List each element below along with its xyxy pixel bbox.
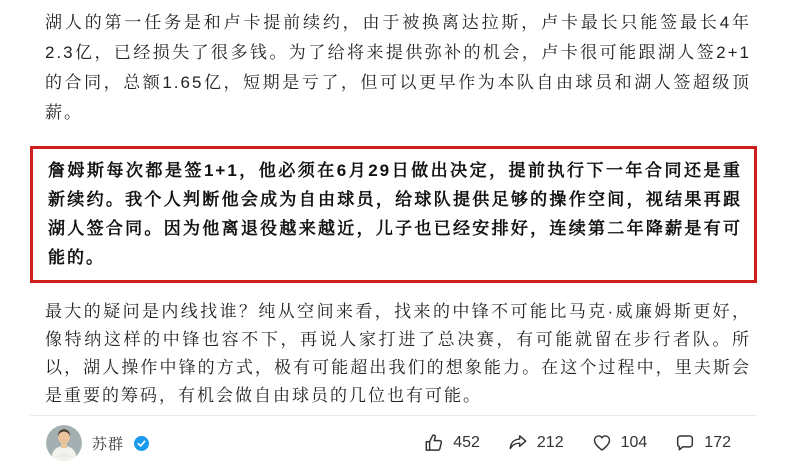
paragraph-3: 最大的疑问是内线找谁？纯从空间来看，找来的中锋不可能比马克·威廉姆斯更好，像特纳这样的中锋也容不下，再说人家打进了总决赛，有可能就留在步行者队。所以，湖人操作中锋的方式，极有可能超出我们的想象能力。在这个过程中，里夫斯会是重要的筹码，有机会做自由球员的几位也有可能。 xyxy=(45,302,751,405)
comment-bubble-icon xyxy=(674,432,696,454)
favorite-count: 104 xyxy=(620,434,648,451)
like-count: 452 xyxy=(453,434,480,451)
divider-line xyxy=(30,415,757,416)
favorite-button[interactable] xyxy=(591,432,648,454)
author-name[interactable]: 苏群 xyxy=(92,435,125,453)
comment-count: 172 xyxy=(704,434,731,451)
share-button[interactable] xyxy=(507,432,564,454)
thumbs-up-icon xyxy=(423,432,445,454)
paragraph-1: 湖人的第一任务是和卢卡提前续约，由于被换离达拉斯，卢卡最长只能签最长4年2.3亿，已经损失了很多钱。为了给将来提供弥补的机会，卢卡很可能跟湖人签2+1的合同，总额1.65亿，短期是亏了，但可以更早作为本队自由球员和湖人签超级顶薪。 xyxy=(45,13,751,122)
verified-badge-icon xyxy=(134,436,149,451)
author-avatar[interactable] xyxy=(46,425,82,461)
author-info[interactable] xyxy=(46,425,149,461)
footer-bar xyxy=(30,424,757,462)
engagement-bar xyxy=(423,432,731,454)
highlighted-paragraph: 詹姆斯每次都是签1+1，他必须在6月29日做出决定，提前执行下一年合同还是重新续约。我个人判断他会成为自由球员，给球队提供足够的操作空间，视结果再跟湖人签合同。因为他离退役越来越近，儿子也已经安排好，连续第二年降薪是有可能的。 xyxy=(48,161,742,267)
like-button[interactable] xyxy=(423,432,480,454)
highlighted-paragraph-box xyxy=(30,146,757,283)
comment-button[interactable] xyxy=(674,432,731,454)
heart-icon xyxy=(591,432,613,454)
share-count: 212 xyxy=(536,434,564,451)
share-arrow-icon xyxy=(507,432,529,454)
